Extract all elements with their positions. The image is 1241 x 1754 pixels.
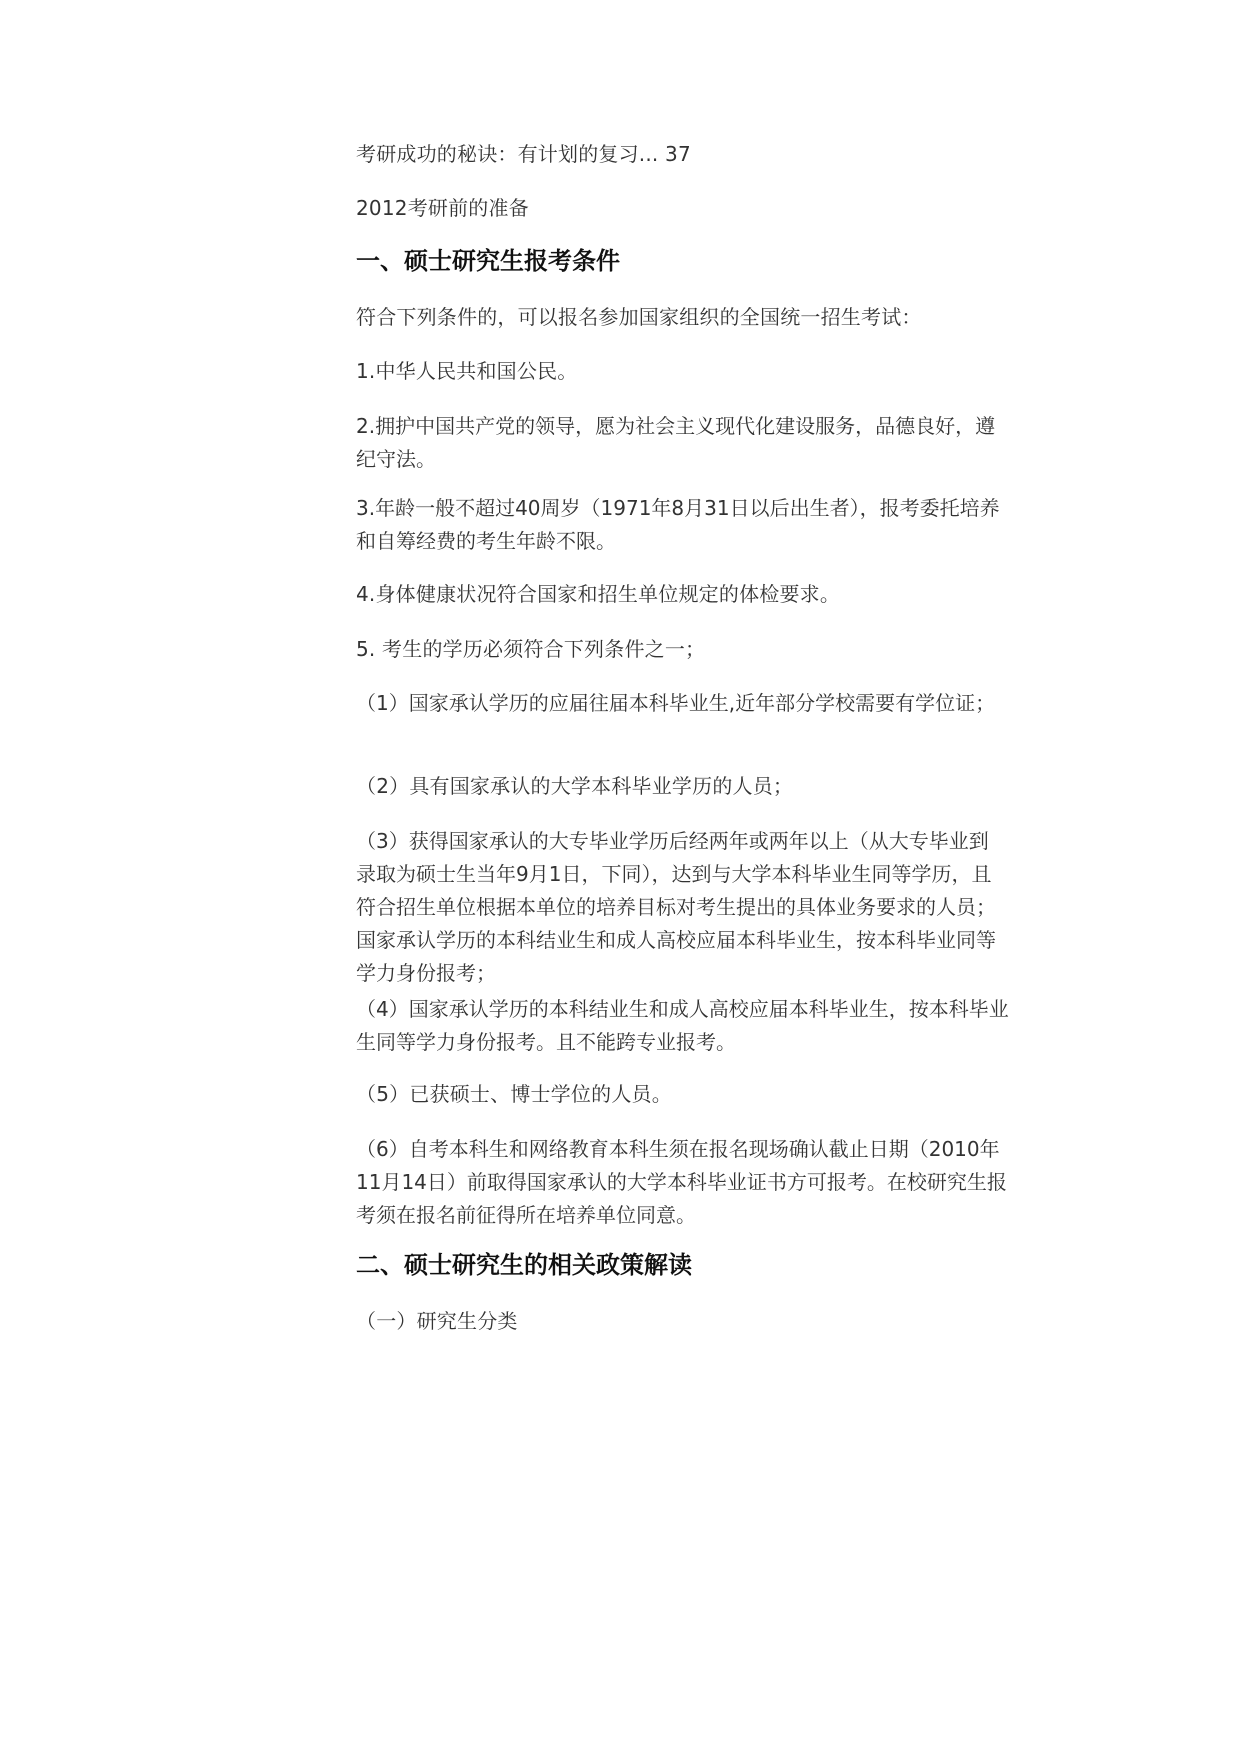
education-sub-item-3: （3）获得国家承认的大专毕业学历后经两年或两年以上（从大专毕业到录取为硕士生当年9月1日，下同），达到与大学本科毕业生同等学历，且符合招生单位根据本单位的培养目标对考生提出的具体业务要求的人员；国家承认学历的本科结业生和成人高校应届本科毕业生，按本科毕业同等学力身份报考； [356,829,996,985]
condition-item-5: 5. 考生的学历必须符合下列条件之一； [356,637,706,661]
condition-item-4: 4.身体健康状况符合国家和招生单位规定的体检要求。 [356,582,841,606]
subtitle: 2012考研前的准备 [356,196,529,220]
education-sub-item-2: （2）具有国家承认的大学本科毕业学历的人员； [356,774,794,798]
section-1-intro: 符合下列条件的，可以报名参加国家组织的全国统一招生考试： [356,305,922,329]
condition-item-1: 1.中华人民共和国公民。 [356,359,578,383]
education-sub-item-4: （4）国家承认学历的本科结业生和成人高校应届本科毕业生，按本科毕业生同等学力身份报考。且不能跨专业报考。 [356,997,1009,1054]
section-2-heading: 二、硕士研究生的相关政策解读 [356,1251,692,1279]
toc-line: 考研成功的秘诀：有计划的复习... 37 [356,142,691,166]
education-sub-item-5: （5）已获硕士、博士学位的人员。 [356,1082,672,1106]
education-sub-item-6: （6）自考本科生和网络教育本科生须在报名现场确认截止日期（2010年11月14日）前取得国家承认的大学本科毕业证书方可报考。在校研究生报考须在报名前征得所在培养单位同意。 [356,1137,1007,1227]
education-sub-item-1: （1）国家承认学历的应届往届本科毕业生,近年部分学校需要有学位证； [356,691,996,715]
section-1-heading: 一、硕士研究生报考条件 [356,247,620,275]
condition-item-3: 3.年龄一般不超过40周岁（1971年8月31日以后出生者），报考委托培养和自筹经费的考生年龄不限。 [356,496,1000,553]
condition-item-2: 2.拥护中国共产党的领导，愿为社会主义现代化建设服务，品德良好，遵纪守法。 [356,414,996,471]
section-2-sub-heading: （一）研究生分类 [356,1309,518,1333]
